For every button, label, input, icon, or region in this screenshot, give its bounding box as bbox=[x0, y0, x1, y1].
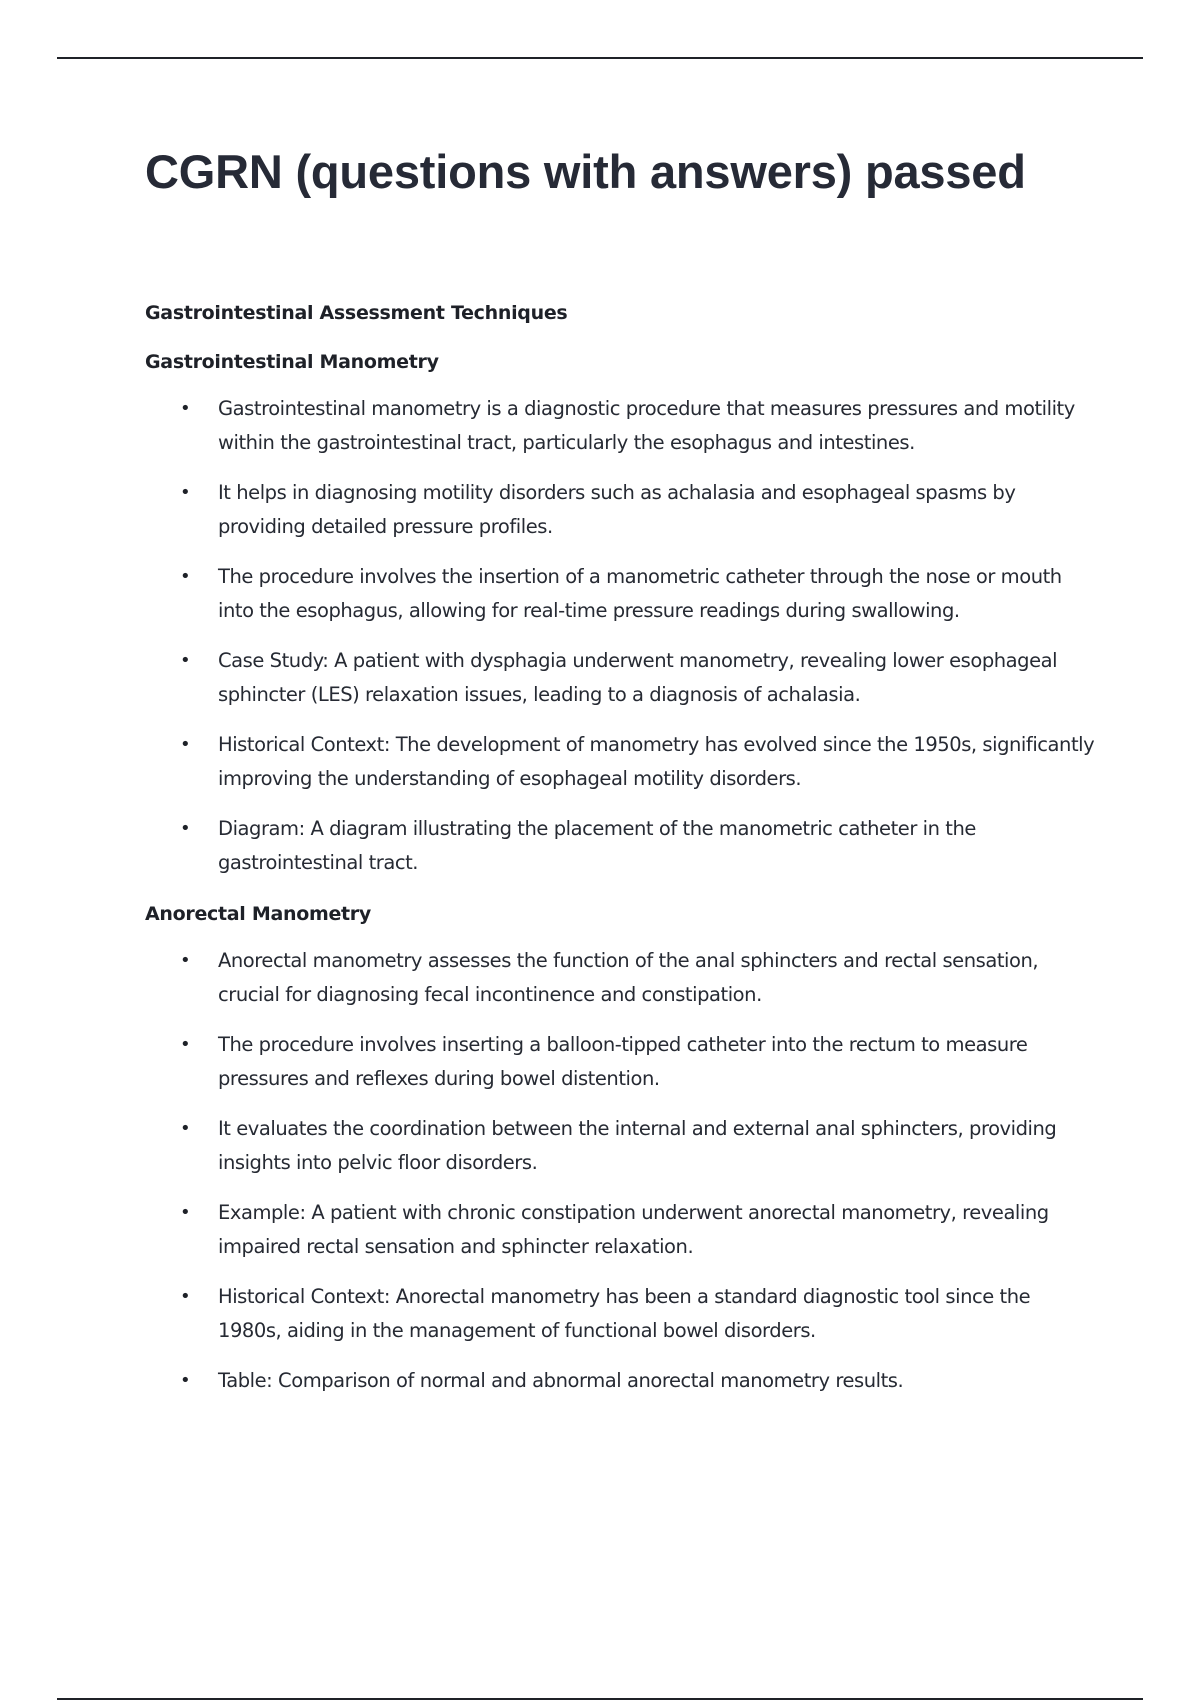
list-item bbox=[145, 644, 1095, 712]
list-item-text: Historical Context: The development of manometry has evolved since the 1950s, significantly improving the understanding of esophageal motility disorders. bbox=[218, 733, 1095, 790]
bullet-icon: • bbox=[180, 482, 191, 503]
document-page bbox=[145, 140, 1095, 1398]
list-item bbox=[145, 1280, 1095, 1348]
bullet-icon: • bbox=[180, 950, 191, 971]
bullet-list-gi-manometry bbox=[145, 392, 1095, 880]
bullet-icon: • bbox=[180, 398, 191, 419]
list-item-text: Anorectal manometry assesses the function of the anal sphincters and rectal sensation, crucial for diagnosing fecal incontinence and constipation. bbox=[218, 949, 1039, 1006]
top-rule bbox=[57, 57, 1143, 59]
bullet-icon: • bbox=[180, 1118, 191, 1139]
bullet-icon: • bbox=[180, 734, 191, 755]
list-item bbox=[145, 944, 1095, 1012]
list-item-text: It evaluates the coordination between the internal and external anal sphincters, providing insights into pelvic floor disorders. bbox=[218, 1117, 1057, 1174]
list-item bbox=[145, 1028, 1095, 1096]
list-item bbox=[145, 392, 1095, 460]
subsection-heading-anorectal-manometry: Anorectal Manometry bbox=[145, 903, 371, 925]
bullet-icon: • bbox=[180, 650, 191, 671]
bullet-icon: • bbox=[180, 566, 191, 587]
list-item-text: Table: Comparison of normal and abnormal anorectal manometry results. bbox=[218, 1369, 904, 1392]
section-heading: Gastrointestinal Assessment Techniques bbox=[145, 302, 568, 324]
bullet-icon: • bbox=[180, 1286, 191, 1307]
bullet-icon: • bbox=[180, 818, 191, 839]
subsection-heading-gi-manometry: Gastrointestinal Manometry bbox=[145, 351, 439, 373]
list-item-text: Case Study: A patient with dysphagia underwent manometry, revealing lower esophageal sphincter (LES) relaxation issues, leading to a diagnosis of achalasia. bbox=[218, 649, 1058, 706]
list-item-text: Historical Context: Anorectal manometry has been a standard diagnostic tool since the 1980s, aiding in the management of functional bowel disorders. bbox=[218, 1285, 1031, 1342]
list-item-text: Gastrointestinal manometry is a diagnostic procedure that measures pressures and motility within the gastrointestinal tract, particularly the esophagus and intestines. bbox=[218, 397, 1075, 454]
list-item bbox=[145, 728, 1095, 796]
list-item bbox=[145, 560, 1095, 628]
page-title: CGRN (questions with answers) passed bbox=[145, 145, 1026, 198]
bullet-list-anorectal-manometry bbox=[145, 944, 1095, 1398]
list-item bbox=[145, 476, 1095, 544]
list-item-text: Example: A patient with chronic constipation underwent anorectal manometry, revealing impaired rectal sensation and sphincter relaxation. bbox=[218, 1201, 1049, 1258]
list-item bbox=[145, 1112, 1095, 1180]
bullet-icon: • bbox=[180, 1034, 191, 1055]
list-item bbox=[145, 1364, 1095, 1398]
list-item-text: The procedure involves the insertion of a manometric catheter through the nose or mouth into the esophagus, allowing for real-time pressure readings during swallowing. bbox=[218, 565, 1062, 622]
list-item bbox=[145, 812, 1095, 880]
bullet-icon: • bbox=[180, 1370, 191, 1391]
list-item bbox=[145, 1196, 1095, 1264]
list-item-text: It helps in diagnosing motility disorders such as achalasia and esophageal spasms by providing detailed pressure profiles. bbox=[218, 481, 1016, 538]
bullet-icon: • bbox=[180, 1202, 191, 1223]
list-item-text: Diagram: A diagram illustrating the placement of the manometric catheter in the gastrointestinal tract. bbox=[218, 817, 976, 874]
list-item-text: The procedure involves inserting a balloon-tipped catheter into the rectum to measure pressures and reflexes during bowel distention. bbox=[218, 1033, 1028, 1090]
